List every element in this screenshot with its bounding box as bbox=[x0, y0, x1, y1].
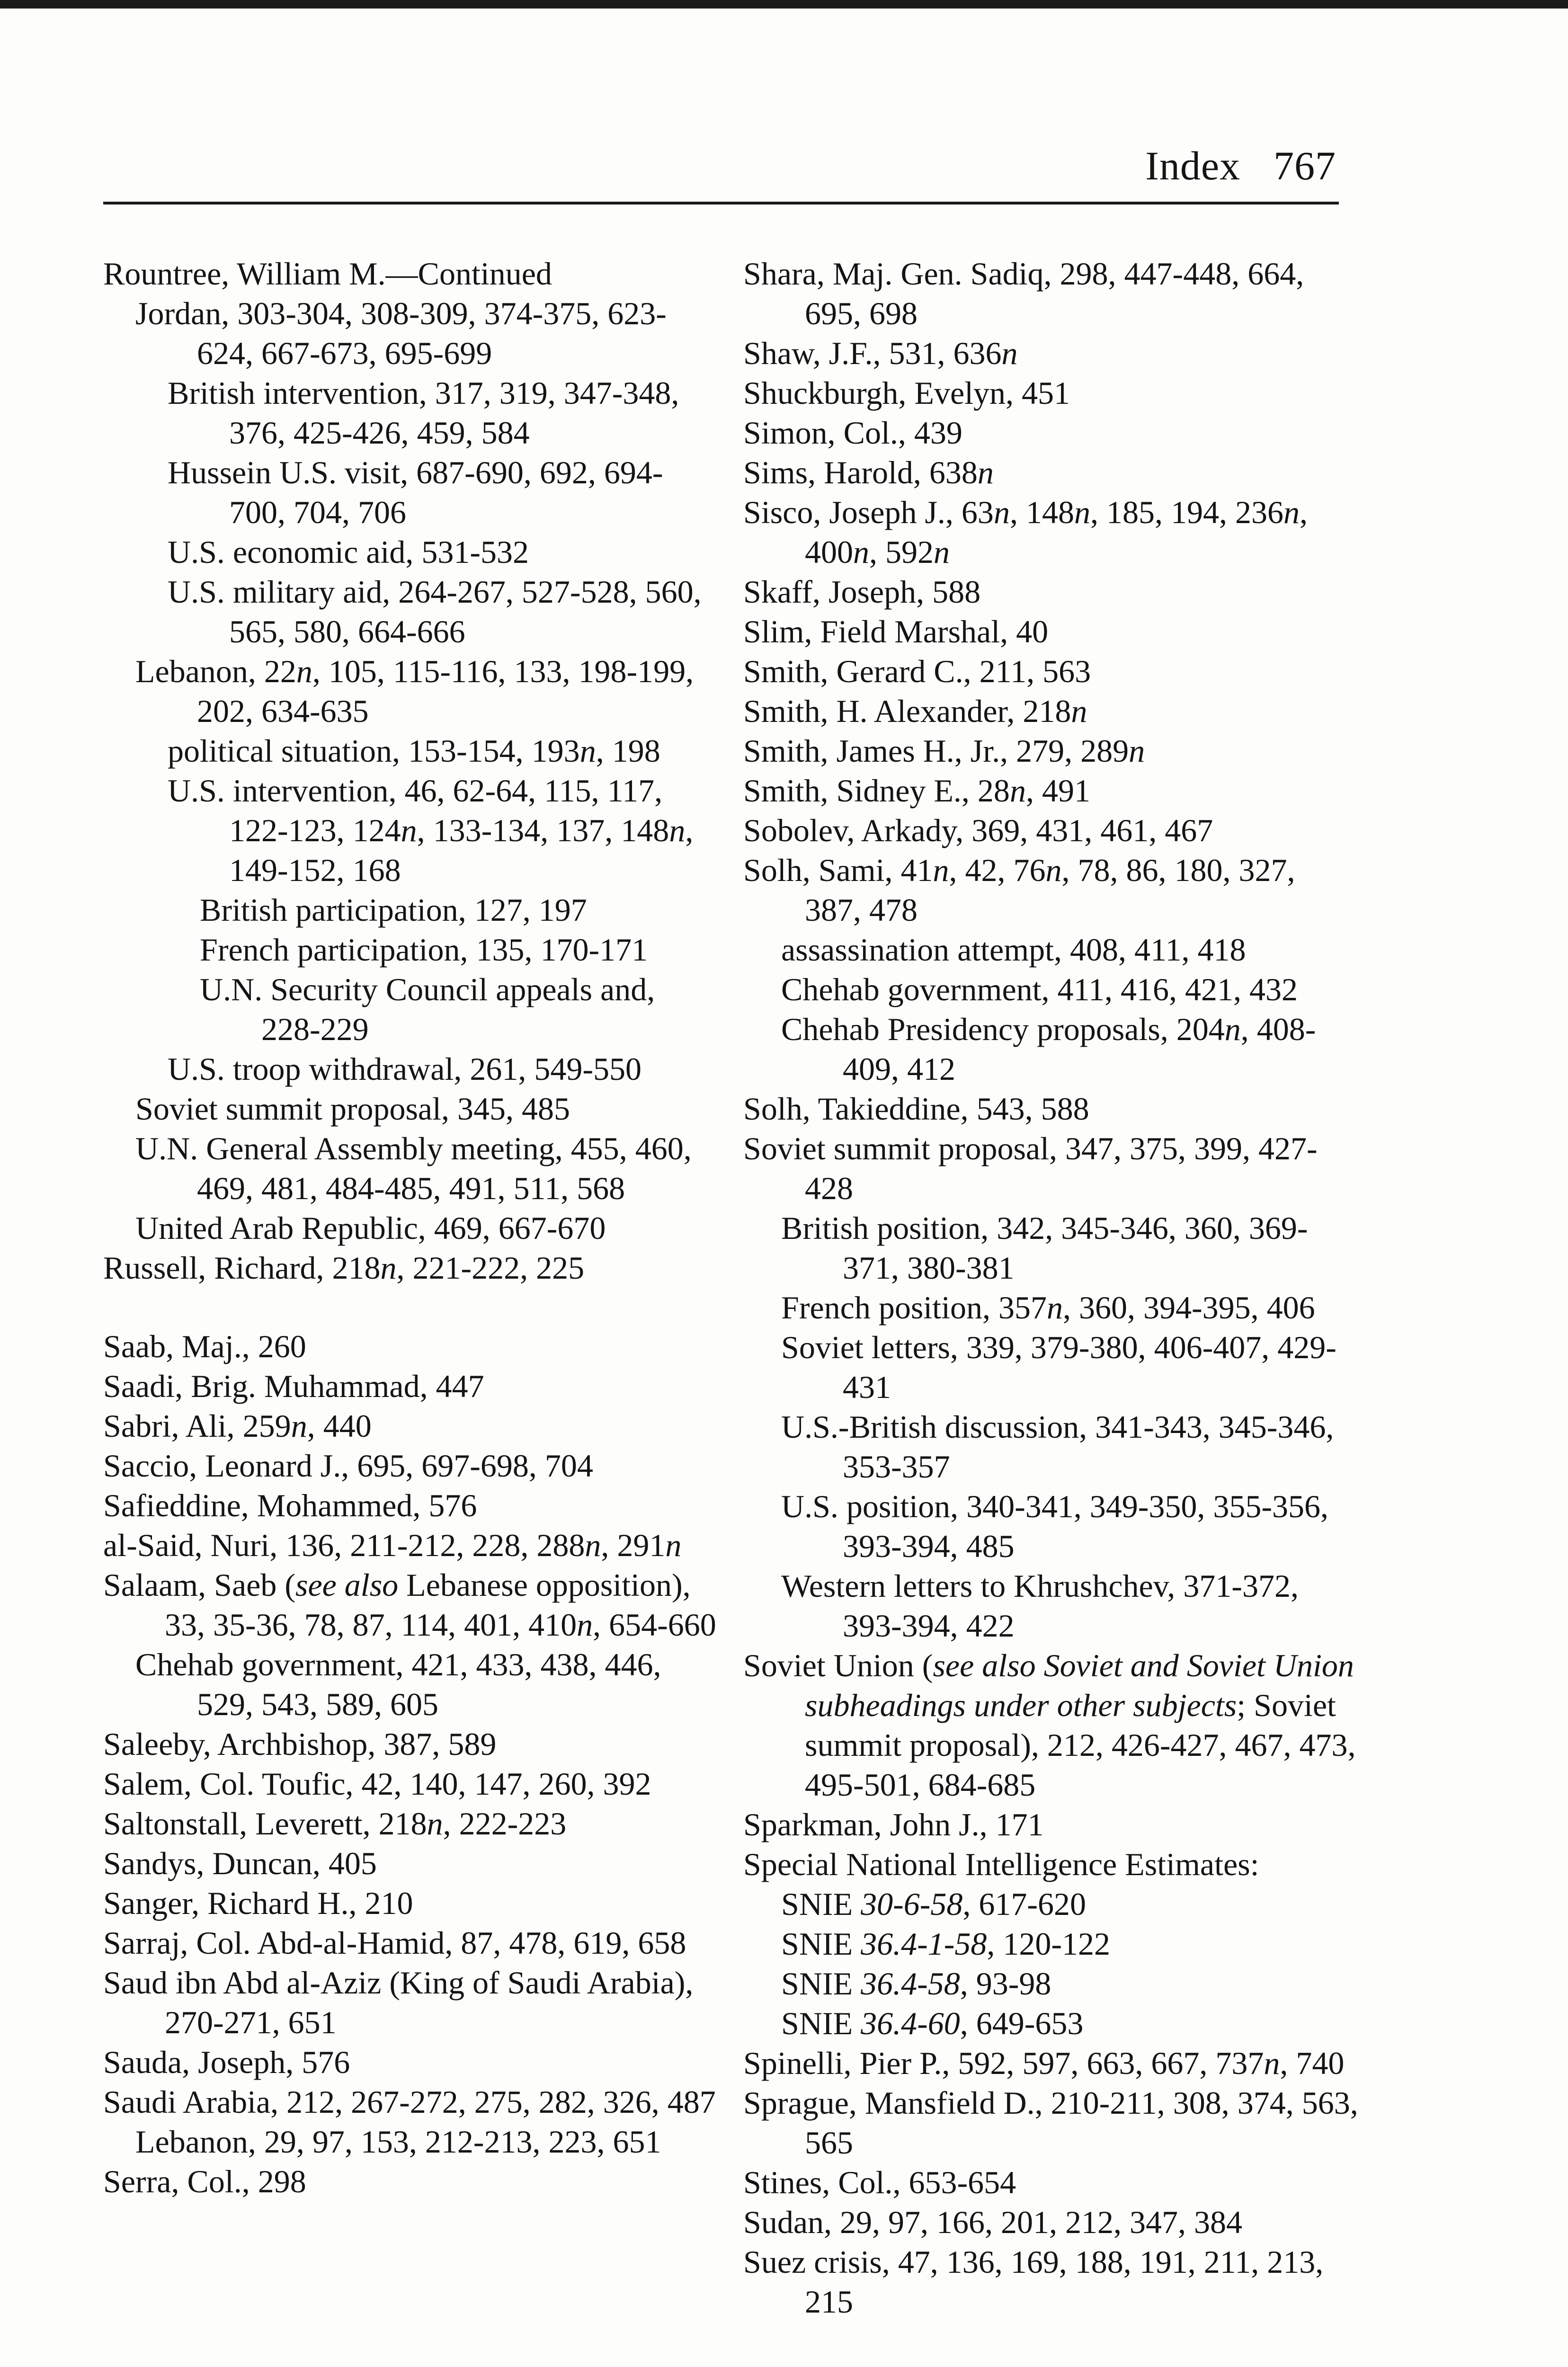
index-entry: Sandys, Duncan, 405 bbox=[103, 1845, 377, 1881]
index-entry: Sobolev, Arkady, 369, 431, 461, 467 bbox=[743, 812, 1213, 848]
index-subentry: assassination attempt, 408, 411, 418 bbox=[781, 932, 1246, 968]
index-subentry: SNIE 30-6-58, 617-620 bbox=[781, 1886, 1087, 1922]
index-entry: Sabri, Ali, 259n, 440 bbox=[103, 1408, 372, 1444]
page-number: 767 bbox=[1274, 143, 1336, 188]
index-entry: Shaw, J.F., 531, 636n bbox=[743, 335, 1018, 371]
index-entry: Salaam, Saeb (see also Lebanese opposition), 33, 35-36, 78, 87, 114, 401, 410n, 654-660 bbox=[103, 1567, 716, 1643]
index-entry: Russell, Richard, 218n, 221-222, 225 bbox=[103, 1250, 585, 1286]
index-entry: Saleeby, Archbishop, 387, 589 bbox=[103, 1726, 497, 1762]
top-edge-rule bbox=[0, 0, 1568, 9]
index-entry: Shara, Maj. Gen. Sadiq, 298, 447-448, 664, 695, 698 bbox=[743, 256, 1304, 331]
index-subentry: U.S. military aid, 264-267, 527-528, 560, 565, 580, 664-666 bbox=[168, 574, 702, 650]
index-entry: Saudi Arabia, 212, 267-272, 275, 282, 326, 487 bbox=[103, 2084, 716, 2120]
index-subentry: Jordan, 303-304, 308-309, 374-375, 623-624, 667-673, 695-699 bbox=[135, 295, 667, 371]
index-subentry: French position, 357n, 360, 394-395, 406 bbox=[781, 1290, 1315, 1326]
index-subentry: SNIE 36.4-58, 93-98 bbox=[781, 1966, 1051, 2002]
index-entry: Smith, Gerard C., 211, 563 bbox=[743, 653, 1091, 689]
index-entry: al-Said, Nuri, 136, 211-212, 228, 288n, 291n bbox=[103, 1527, 682, 1563]
index-entry: Sanger, Richard H., 210 bbox=[103, 1885, 413, 1921]
index-subentry: British position, 342, 345-346, 360, 369-371, 380-381 bbox=[781, 1210, 1308, 1286]
index-entry: Sparkman, John J., 171 bbox=[743, 1806, 1044, 1842]
index-column-right bbox=[743, 254, 1359, 2322]
index-subentry: French participation, 135, 170-171 bbox=[200, 932, 648, 968]
index-subentry: Lebanon, 22n, 105, 115-116, 133, 198-199, 202, 634-635 bbox=[135, 653, 694, 729]
index-column-left bbox=[103, 254, 719, 2201]
index-entry: Saltonstall, Leverett, 218n, 222-223 bbox=[103, 1806, 567, 1842]
index-entry: Sarraj, Col. Abd-al-Hamid, 87, 478, 619, 658 bbox=[103, 1925, 686, 1961]
index-entry: Sudan, 29, 97, 166, 201, 212, 347, 384 bbox=[743, 2204, 1242, 2240]
index-entry: Smith, H. Alexander, 218n bbox=[743, 693, 1087, 729]
index-subentry: Western letters to Khrushchev, 371-372, 393-394, 422 bbox=[781, 1568, 1299, 1644]
index-subentry: SNIE 36.4-1-58, 120-122 bbox=[781, 1926, 1111, 1962]
index-entry: Safieddine, Mohammed, 576 bbox=[103, 1487, 477, 1523]
index-entry: Suez crisis, 47, 136, 169, 188, 191, 211, 213, 215 bbox=[743, 2244, 1324, 2320]
index-subentry: U.S. position, 340-341, 349-350, 355-356, 393-394, 485 bbox=[781, 1488, 1328, 1564]
index-entry: Smith, James H., Jr., 279, 289n bbox=[743, 733, 1145, 769]
running-head bbox=[1145, 142, 1336, 189]
header-rule bbox=[103, 202, 1339, 205]
index-subentry: U.S. intervention, 46, 62-64, 115, 117, 122-123, 124n, 133-134, 137, 148n, 149-152, 168 bbox=[168, 773, 694, 888]
index-entry: Sims, Harold, 638n bbox=[743, 454, 994, 490]
index-subentry: U.N. Security Council appeals and, 228-229 bbox=[200, 971, 655, 1047]
index-subentry: British participation, 127, 197 bbox=[200, 892, 587, 928]
index-entry: Soviet summit proposal, 347, 375, 399, 427-428 bbox=[743, 1130, 1318, 1206]
index-entry: Sauda, Joseph, 576 bbox=[103, 2044, 350, 2080]
index-subentry: U.S. economic aid, 531-532 bbox=[168, 534, 529, 570]
index-subentry: SNIE 36.4-60, 649-653 bbox=[781, 2005, 1084, 2041]
index-entry: Soviet Union (see also Soviet and Soviet Union subheadings under other subjects; Soviet summit proposal), 212, 426-427, 467, 473, 495-501, 684-685 bbox=[743, 1647, 1356, 1803]
index-entry: Stines, Col., 653-654 bbox=[743, 2164, 1016, 2200]
index-subentry: Chehab government, 411, 416, 421, 432 bbox=[781, 971, 1298, 1007]
index-entry: Salem, Col. Toufic, 42, 140, 147, 260, 392 bbox=[103, 1766, 651, 1802]
index-subentry: British intervention, 317, 319, 347-348, 376, 425-426, 459, 584 bbox=[168, 375, 679, 451]
index-entry: Sprague, Mansfield D., 210-211, 308, 374, 563, 565 bbox=[743, 2085, 1358, 2161]
index-subentry: Chehab government, 421, 433, 438, 446, 529, 543, 589, 605 bbox=[135, 1646, 661, 1722]
index-subentry: United Arab Republic, 469, 667-670 bbox=[135, 1210, 606, 1246]
index-entry: Special National Intelligence Estimates: bbox=[743, 1846, 1259, 1882]
index-subentry: U.S. troop withdrawal, 261, 549-550 bbox=[168, 1051, 642, 1087]
index-subentry: U.N. General Assembly meeting, 455, 460, 469, 481, 484-485, 491, 511, 568 bbox=[135, 1130, 692, 1206]
index-entry: Slim, Field Marshal, 40 bbox=[743, 614, 1049, 650]
index-subentry: Chehab Presidency proposals, 204n, 408-409, 412 bbox=[781, 1011, 1316, 1087]
index-subentry: Hussein U.S. visit, 687-690, 692, 694-700, 704, 706 bbox=[168, 454, 663, 530]
index-entry: Simon, Col., 439 bbox=[743, 415, 962, 451]
index-entry: Solh, Takieddine, 543, 588 bbox=[743, 1091, 1089, 1127]
index-entry: Saadi, Brig. Muhammad, 447 bbox=[103, 1368, 484, 1404]
index-entry: Sisco, Joseph J., 63n, 148n, 185, 194, 236n, 400n, 592n bbox=[743, 494, 1308, 570]
index-entry: Saccio, Leonard J., 695, 697-698, 704 bbox=[103, 1448, 593, 1484]
index-entry: Smith, Sidney E., 28n, 491 bbox=[743, 773, 1090, 809]
index-entry: Serra, Col., 298 bbox=[103, 2163, 306, 2199]
index-entry: Saab, Maj., 260 bbox=[103, 1328, 306, 1364]
section-gap bbox=[103, 1288, 719, 1326]
index-entry: Saud ibn Abd al-Aziz (King of Saudi Arabia), 270-271, 651 bbox=[103, 1965, 694, 2040]
index-entry: Rountree, William M.—Continued bbox=[103, 256, 552, 292]
index-entry: Skaff, Joseph, 588 bbox=[743, 574, 981, 610]
index-entry: Spinelli, Pier P., 592, 597, 663, 667, 737n, 740 bbox=[743, 2045, 1345, 2081]
index-subentry: political situation, 153-154, 193n, 198 bbox=[168, 733, 660, 769]
index-entry: Solh, Sami, 41n, 42, 76n, 78, 86, 180, 327, 387, 478 bbox=[743, 852, 1295, 928]
section-title: Index bbox=[1145, 143, 1240, 188]
index-subentry: U.S.-British discussion, 341-343, 345-346, 353-357 bbox=[781, 1409, 1334, 1485]
index-subentry: Soviet summit proposal, 345, 485 bbox=[135, 1091, 570, 1127]
index-subentry: Lebanon, 29, 97, 153, 212-213, 223, 651 bbox=[135, 2124, 661, 2160]
index-entry: Shuckburgh, Evelyn, 451 bbox=[743, 375, 1070, 411]
index-subentry: Soviet letters, 339, 379-380, 406-407, 429-431 bbox=[781, 1329, 1336, 1405]
